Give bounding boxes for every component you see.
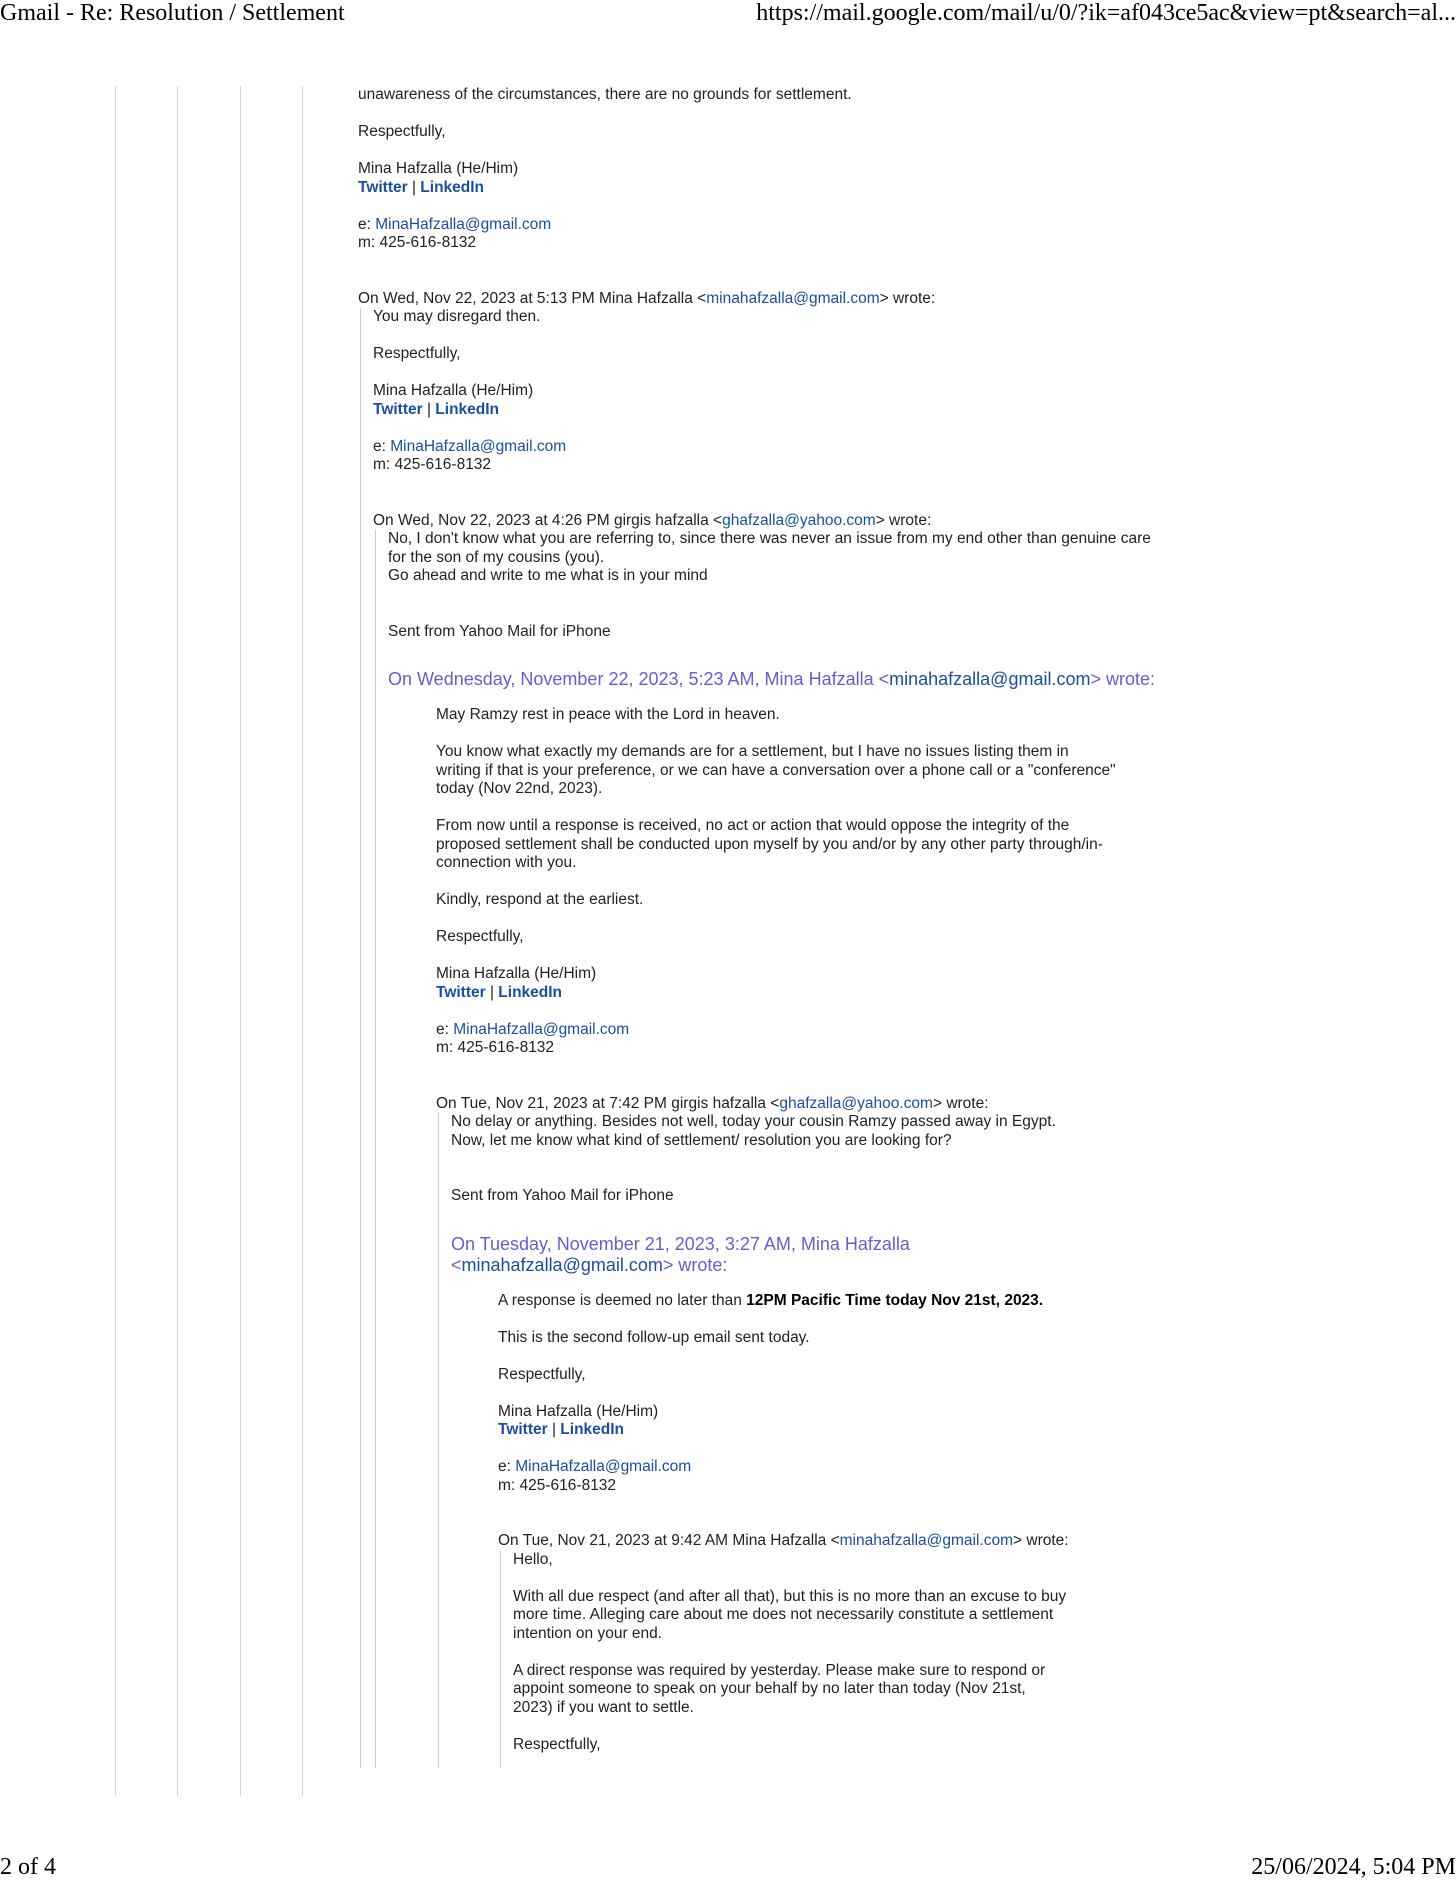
signature-phone: m: 425-616-8132 (436, 1039, 555, 1056)
message-text: You know what exactly my demands are for a settlement, but I have no issues listing them in (436, 743, 1069, 760)
twitter-link[interactable]: Twitter (373, 400, 423, 418)
quote-header-text: On Tue, Nov 21, 2023 at 9:42 AM Mina Hafzalla < (498, 1532, 840, 1549)
signature-name: Mina Hafzalla (He/Him) (436, 965, 597, 982)
link-separator: | (407, 178, 421, 196)
message-text: intention on your end. (513, 1624, 663, 1642)
closing: Respectfully, (498, 1365, 586, 1383)
quote-header-text: > wrote: (1013, 1532, 1069, 1549)
print-footer (0, 1854, 1456, 1884)
print-header (0, 0, 1456, 30)
quote-header-text: > wrote: (1090, 669, 1155, 689)
closing: Respectfully, (513, 1735, 601, 1753)
quoted-message (360, 308, 1358, 1768)
message-text: 2023) if you want to settle. (513, 1698, 694, 1716)
quote-guide-line (302, 86, 303, 1796)
quote-header-text: > wrote: (932, 1094, 989, 1112)
sent-from: Sent from Yahoo Mail for iPhone (451, 1187, 674, 1204)
twitter-link[interactable]: Twitter (358, 178, 408, 196)
linkedin-link[interactable]: LinkedIn (560, 1421, 625, 1438)
email-link[interactable]: MinaHafzalla@gmail.com (375, 215, 552, 233)
link-separator: | (547, 1421, 561, 1438)
quote-header-email[interactable]: ghafzalla@yahoo.com (779, 1094, 933, 1112)
closing: Respectfully, (436, 928, 524, 945)
sent-from: Sent from Yahoo Mail for iPhone (388, 622, 611, 640)
deadline-text: 12PM Pacific Time today Nov 21st, 2023. (746, 1291, 1044, 1309)
linkedin-link[interactable]: LinkedIn (498, 983, 563, 1001)
message-text: writing if that is your preference, or we can have a conversation over a phone call or a "conference" (436, 761, 1116, 779)
quote-header-email[interactable]: ghafzalla@yahoo.com (722, 511, 876, 529)
quoted-message (375, 530, 1358, 1768)
link-separator: | (485, 983, 499, 1001)
quote-header-email[interactable]: minahafzalla@gmail.com (839, 1532, 1014, 1549)
greeting: Hello, (513, 1550, 553, 1568)
linkedin-link[interactable]: LinkedIn (435, 400, 500, 418)
email-thread (358, 86, 1358, 1768)
message-text: Go ahead and write to me what is in your mind (388, 567, 708, 584)
signature-email (436, 1021, 1358, 1040)
yahoo-quote-header: On Tuesday, November 21, 2023, 3:27 AM, Mina Hafzalla (451, 1233, 910, 1254)
closing: Respectfully, (373, 345, 461, 362)
yahoo-quote-header (388, 669, 1358, 690)
message-text (498, 1292, 1358, 1311)
signature-phone: m: 425-616-8132 (498, 1476, 617, 1494)
email-prefix: e: (358, 215, 376, 233)
message-text: Now, let me know what kind of settlement/ resolution you are looking for? (451, 1131, 952, 1149)
message-text: unawareness of the circumstances, there are no grounds for settlement. (358, 86, 852, 103)
message-text: for the son of my cousins (you). (388, 548, 605, 566)
message-text: proposed settlement shall be conducted upon myself by you and/or by any other party through/in- (436, 835, 1103, 853)
email-prefix: e: (436, 1020, 454, 1038)
link-separator: | (422, 400, 436, 418)
signature-email (358, 216, 1358, 235)
quote-header-email[interactable]: minahafzalla@gmail.com (706, 289, 880, 307)
signature-name: Mina Hafzalla (He/Him) (373, 382, 534, 399)
quote-header-email[interactable]: minahafzalla@gmail.com (461, 1254, 663, 1275)
email-prefix: e: (373, 437, 391, 455)
message-text: No, I don't know what you are referring to, since there was never an issue from my end other than genuine care (388, 530, 1151, 547)
twitter-link[interactable]: Twitter (498, 1421, 548, 1438)
quote-header-text: On Tue, Nov 21, 2023 at 7:42 PM girgis hafzalla < (436, 1094, 780, 1112)
print-title: Gmail - Re: Resolution / Settlement (0, 0, 345, 26)
message-text: Kindly, respond at the earliest. (436, 891, 644, 908)
signature-phone: m: 425-616-8132 (358, 234, 477, 251)
yahoo-quoted-message (388, 706, 1358, 1768)
quote-guide-line (177, 86, 178, 1796)
email-link[interactable]: MinaHafzalla@gmail.com (390, 437, 567, 455)
quote-header-text: On Wednesday, November 22, 2023, 5:23 AM, Mina Hafzalla < (388, 669, 890, 689)
yahoo-quoted-message (451, 1292, 1358, 1769)
linkedin-link[interactable]: LinkedIn (420, 178, 485, 196)
quote-header-text: > wrote: (879, 289, 936, 307)
signature-links (436, 984, 1358, 1003)
quote-guide-line (115, 86, 116, 1796)
yahoo-quote-header (451, 1255, 1358, 1276)
message-text: With all due respect (and after all that), but this is no more than an excuse to buy (513, 1587, 1067, 1605)
message-text: connection with you. (436, 854, 577, 871)
signature-phone: m: 425-616-8132 (373, 456, 492, 473)
quoted-message (500, 1551, 1358, 1769)
signature-links (498, 1421, 1358, 1440)
print-datetime: 25/06/2024, 5:04 PM (1251, 1854, 1456, 1880)
quote-header (498, 1532, 1358, 1551)
message-text: A direct response was required by yesterday. Please make sure to respond or (513, 1661, 1046, 1679)
message-text-part: A response is deemed no later than (498, 1291, 747, 1309)
message-text: This is the second follow-up email sent today. (498, 1328, 810, 1346)
quote-header (373, 512, 1358, 531)
signature-name: Mina Hafzalla (He/Him) (358, 160, 519, 177)
quote-header-text: On Wed, Nov 22, 2023 at 5:13 PM Mina Hafzalla < (358, 289, 707, 307)
email-link[interactable]: MinaHafzalla@gmail.com (453, 1020, 630, 1038)
message-text: today (Nov 22nd, 2023). (436, 780, 603, 797)
quote-header-email[interactable]: minahafzalla@gmail.com (889, 669, 1091, 689)
signature-links (358, 179, 1358, 198)
quote-header (358, 290, 1358, 309)
message-text: May Ramzy rest in peace with the Lord in heaven. (436, 706, 780, 723)
quote-header-text: On Wed, Nov 22, 2023 at 4:26 PM girgis hafzalla < (373, 511, 723, 529)
message-text: more time. Alleging care about me does not necessarily constitute a settlement (513, 1606, 1054, 1623)
message-text: appoint someone to speak on your behalf by no later than today (Nov 21st, (513, 1680, 1026, 1697)
quote-header-text: > wrote: (875, 511, 932, 529)
signature-name: Mina Hafzalla (He/Him) (498, 1402, 659, 1420)
signature-email (498, 1458, 1358, 1477)
quote-header-text: < (451, 1254, 462, 1275)
quote-header-text: > wrote: (662, 1254, 728, 1275)
email-prefix: e: (498, 1458, 516, 1475)
quote-header (436, 1095, 1358, 1114)
closing: Respectfully, (358, 123, 446, 140)
message-text: From now until a response is received, no act or action that would oppose the integrity of the (436, 817, 1070, 834)
signature-email (373, 438, 1358, 457)
quoted-message (438, 1113, 1358, 1768)
signature-links (373, 401, 1358, 420)
email-link[interactable]: MinaHafzalla@gmail.com (515, 1458, 692, 1475)
print-url: https://mail.google.com/mail/u/0/?ik=af043ce5ac&view=pt&search=al... (756, 0, 1456, 26)
message-text: You may disregard then. (373, 308, 541, 325)
twitter-link[interactable]: Twitter (436, 983, 486, 1001)
page-number: 2 of 4 (0, 1854, 56, 1880)
quote-guide-line (240, 86, 241, 1796)
message-text: No delay or anything. Besides not well, today your cousin Ramzy passed away in Egypt. (451, 1113, 1056, 1130)
